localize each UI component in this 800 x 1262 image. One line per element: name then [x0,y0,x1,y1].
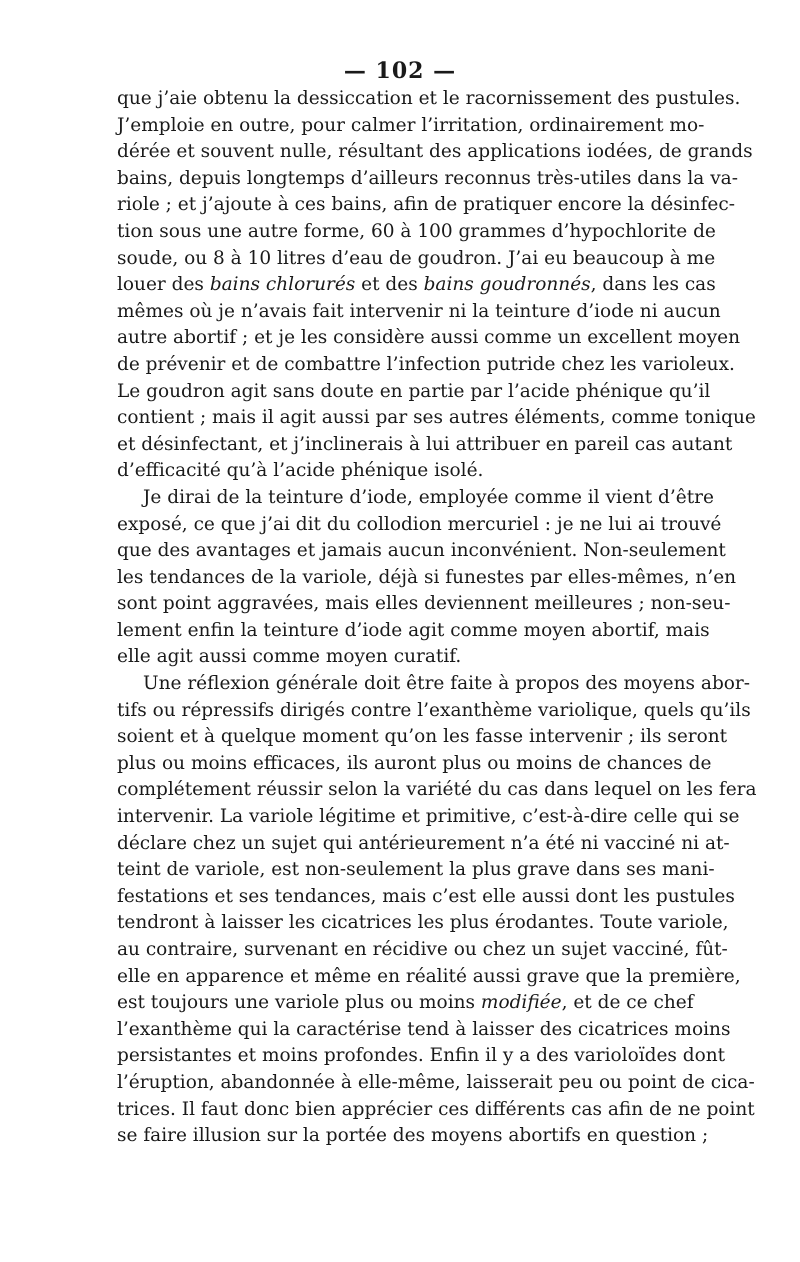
text-line [117,272,716,299]
text-line: les tendances de la variole, déjà si funestes par elles-mêmes, n’en [117,566,737,588]
text-line: exposé, ce que j’ai dit du collodion mercuriel : je ne lui ai trouvé [117,513,722,535]
text-line: plus ou moins efficaces, ils auront plus ou moins de chances de [117,752,712,774]
italic-phrase: bains goudronnés [423,274,591,296]
text-line: soient et à quelque moment qu’on les fasse intervenir ; ils seront [117,726,728,748]
text-line: J’emploie en outre, pour calmer l’irritation, ordinairement mo- [117,114,705,136]
text-line: mêmes où je n’avais fait intervenir ni la teinture d’iode ni aucun [117,300,721,322]
text-segment: louer des [117,274,210,296]
text-line: Je dirai de la teinture d’iode, employée comme il vient d’être [143,486,714,508]
text-line: de prévenir et de combattre l’infection putride chez les varioleux. [117,353,735,375]
page-number: — 102 — [343,58,457,84]
text-line: se faire illusion sur la portée des moyens abortifs en question ; [117,1125,709,1147]
text-line: que des avantages et jamais aucun inconvénient. Non-seulement [117,540,726,562]
text-line: festations et ses tendances, mais c’est elle aussi dont les pustules [117,885,735,907]
text-segment: , et de ce chef [561,992,694,1014]
text-line: l’exanthème qui la caractérise tend à laisser des cicatrices moins [117,1018,731,1040]
text-line: soude, ou 8 à 10 litres d’eau de goudron. J’ai eu beaucoup à me [117,247,716,269]
text-line: l’éruption, abandonnée à elle-même, laisserait peu ou point de cica- [117,1071,755,1093]
text-line: autre abortif ; et je les considère aussi comme un excellent moyen [117,327,741,349]
text-line: persistantes et moins profondes. Enfin il y a des varioloïdes dont [117,1045,726,1067]
text-line: Une réflexion générale doit être faite à propos des moyens abor- [143,673,751,695]
text-line: elle en apparence et même en réalité aussi grave que la première, [117,965,741,987]
text-segment: , dans les cas [590,274,716,296]
text-line [117,990,694,1017]
text-line: intervenir. La variole légitime et primitive, c’est-à-dire celle qui se [117,806,740,828]
text-line: et désinfectant, et j’inclinerais à lui attribuer en pareil cas autant [117,433,733,455]
text-line: tifs ou répressifs dirigés contre l’exanthème variolique, quels qu’ils [117,699,751,721]
italic-phrase: modifiée [480,992,562,1014]
text-line: au contraire, survenant en récidive ou chez un sujet vacciné, fût- [117,939,728,960]
text-line: tendront à laisser les cicatrices les plus érodantes. Toute variole, [117,912,729,934]
text-line: sont point aggravées, mais elles deviennent meilleures ; non-seu- [117,593,731,615]
text-segment: est toujours une variole plus ou moins [117,992,481,1014]
text-line: trices. Il faut donc bien apprécier ces différents cas afin de ne point [117,1098,755,1120]
italic-phrase: bains chlorurés [209,274,356,296]
text-line: elle agit aussi comme moyen curatif. [117,646,462,668]
text-line: bains, depuis longtemps d’ailleurs reconnus très-utiles dans la va- [117,167,738,189]
body-text [117,86,757,1150]
text-segment: et des [355,274,424,296]
text-line: dérée et souvent nulle, résultant des applications iodées, de grands [117,141,753,163]
text-line: Le goudron agit sans doute en partie par l’acide phénique qu’il [117,380,711,402]
text-line: contient ; mais il agit aussi par ses autres éléments, comme tonique [117,407,756,429]
text-line: d’efficacité qu’à l’acide phénique isolé. [117,460,484,482]
text-line: déclare chez un sujet qui antérieurement n’a été ni vacciné ni at- [117,832,730,854]
text-line: tion sous une autre forme, 60 à 100 grammes d’hypochlorite de [117,220,716,242]
text-line: teint de variole, est non-seulement la plus grave dans ses mani- [117,859,715,881]
text-line: complétement réussir selon la variété du cas dans lequel on les fera [117,779,757,801]
text-line: lement enfin la teinture d’iode agit comme moyen abortif, mais [117,619,710,641]
text-line: que j’aie obtenu la dessiccation et le racornissement des pustules. [117,88,741,109]
text-line: riole ; et j’ajoute à ces bains, afin de pratiquer encore la désinfec- [117,194,735,216]
